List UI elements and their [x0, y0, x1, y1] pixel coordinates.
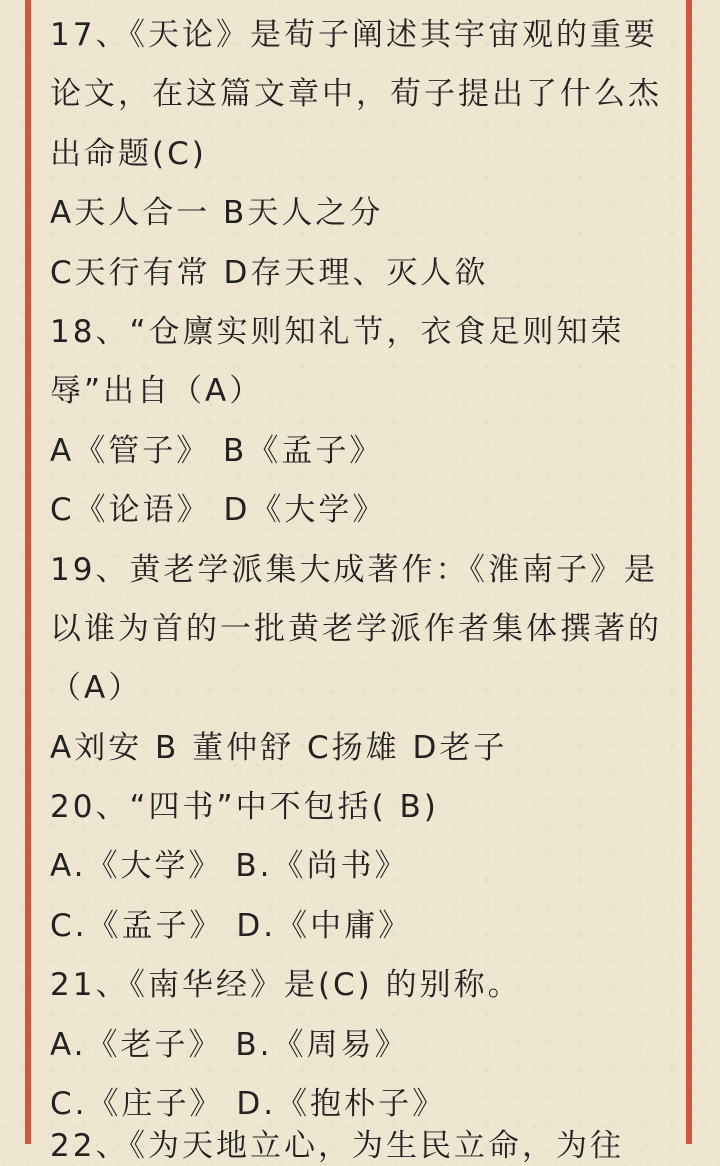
text-line: 19、黄老学派集大成著作：《淮南子》是 — [50, 551, 658, 588]
cut-off-text-line: 22、《为天地立心，为生民立命，为往 — [50, 1128, 624, 1164]
text-line: 21、《南华经》是(C) 的别称。 — [50, 967, 522, 1004]
text-line: C《论语》 D《大学》 — [50, 492, 387, 529]
text-line: A.《大学》 B.《尚书》 — [50, 848, 409, 885]
text-line: A天人合一 B天人之分 — [50, 195, 384, 232]
text-line: C.《庄子》 D.《抱朴子》 — [50, 1086, 447, 1123]
left-red-border — [25, 0, 31, 1144]
text-line: 18、“仓廪实则知礼节，衣食足则知荣 — [50, 313, 625, 350]
text-line: 出命题(C) — [50, 135, 207, 172]
text-line: A《管子》 B《孟子》 — [50, 432, 384, 469]
text-line: 20、“四书”中不包括( B) — [50, 789, 439, 826]
right-red-border — [686, 0, 692, 1144]
text-line: 论文，在这篇文章中，荀子提出了什么杰 — [50, 76, 662, 113]
question-text-block — [50, 6, 680, 1134]
text-line: C天行有常 D存天理、灭人欲 — [50, 254, 489, 291]
text-line: 辱”出自（A） — [50, 373, 264, 410]
text-line: A刘安 B 董仲舒 C扬雄 D老子 — [50, 729, 508, 766]
text-line: A.《老子》 B.《周易》 — [50, 1026, 409, 1063]
text-line: 17、《天论》是荀子阐述其宇宙观的重要 — [50, 17, 658, 53]
text-line: C.《孟子》 D.《中庸》 — [50, 907, 413, 944]
text-line: （A） — [50, 670, 143, 707]
text-line: 以谁为首的一批黄老学派作者集体撰著的 — [50, 610, 662, 647]
